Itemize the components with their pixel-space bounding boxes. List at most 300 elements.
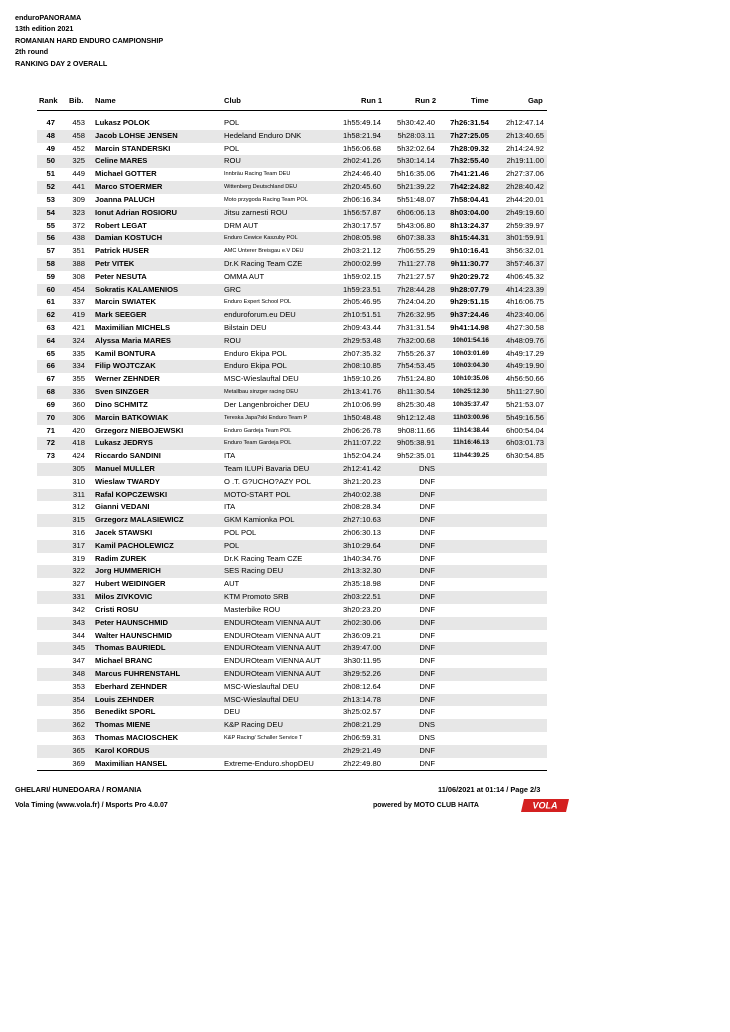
- cell-rank: 56: [46, 233, 55, 243]
- cell-run2: 7h55:26.37: [396, 348, 435, 358]
- cell-time: 8h13:24.37: [450, 220, 489, 230]
- cell-rank: 70: [46, 412, 55, 422]
- cell-run1: 2h06:16.34: [342, 194, 381, 204]
- cell-rank: 49: [46, 143, 55, 153]
- cell-time: 10h25:12.30: [452, 388, 489, 396]
- table-row: [37, 143, 547, 156]
- cell-run2: DNF: [419, 528, 435, 537]
- cell-name: Petr VITEK: [95, 258, 135, 268]
- cell-rank: 63: [46, 323, 55, 332]
- cell-bib: 306: [72, 412, 85, 422]
- cell-run1: 2h07:35.32: [342, 348, 381, 358]
- cell-rank: 59: [46, 271, 55, 281]
- cell-bib: 452: [72, 143, 85, 153]
- footer-location: GHELARI/ HUNEDOARA / ROMANIA: [15, 785, 142, 794]
- cell-rank: 68: [46, 387, 55, 397]
- cell-run1: 2h30:17.57: [342, 220, 381, 230]
- cell-run1: 3h25:02.57: [342, 707, 381, 717]
- cell-run1: 2h11:07.22: [343, 438, 381, 448]
- cell-run2: DNF: [419, 617, 435, 627]
- cell-run2: 7h06:55.29: [396, 246, 435, 256]
- cell-bib: 362: [72, 720, 85, 730]
- cell-run2: DNF: [419, 515, 435, 525]
- cell-bib: 342: [72, 604, 85, 614]
- footer-powered-by: powered by MOTO CLUB HAITA: [373, 802, 479, 809]
- cell-bib: 315: [72, 515, 85, 525]
- cell-name: Cristi ROSU: [95, 604, 139, 614]
- cell-bib: 418: [72, 438, 85, 448]
- cell-run2: 5h51:48.07: [396, 194, 435, 204]
- cell-rank: 51: [46, 169, 55, 179]
- cell-time: 9h28:07.79: [450, 284, 489, 294]
- cell-run1: 2h08:28.34: [342, 502, 381, 512]
- cell-club: MOTO-START POL: [224, 489, 291, 499]
- cell-run2: DNF: [419, 553, 435, 563]
- cell-run2: 9h05:38.91: [396, 438, 435, 448]
- cell-name: Eberhard ZEHNDER: [95, 681, 168, 691]
- cell-gap: 6h30:54.85: [505, 451, 544, 461]
- cell-run2: 7h26:32.95: [396, 310, 435, 320]
- cell-gap: 2h44:20.01: [505, 194, 544, 204]
- cell-club: Enduro Gardeja Team POL: [224, 427, 292, 434]
- table-row: [37, 694, 547, 707]
- cell-club: ROU: [224, 335, 241, 345]
- cell-club: Tereska Japa?ski Enduro Team P: [224, 414, 308, 421]
- cell-bib: 365: [72, 745, 85, 755]
- table-row: [37, 220, 547, 233]
- cell-run2: 9h52:35.01: [396, 451, 435, 461]
- table-row: [37, 745, 547, 758]
- table-row: [37, 412, 547, 425]
- cell-time: 7h58:04.41: [450, 194, 489, 204]
- cell-name: Celine MARES: [95, 156, 148, 166]
- cell-gap: 4h23:40.06: [505, 310, 544, 320]
- table-row: [37, 591, 547, 604]
- table-row: [37, 117, 547, 130]
- cell-club: Innbräu Racing Team DEU: [224, 171, 291, 178]
- cell-bib: 388: [72, 258, 85, 268]
- cell-run1: 2h22:49.80: [342, 758, 381, 768]
- cell-gap: 4h49:19.90: [505, 361, 544, 371]
- cell-name: Marcin SWIATEK: [95, 297, 157, 307]
- table-row: [37, 348, 547, 361]
- cell-bib: 369: [72, 758, 85, 768]
- cell-run2: 9h08:11.66: [397, 425, 435, 435]
- cell-club: O .T. G?UCHO?AZY POL: [224, 476, 311, 486]
- cell-club: DRM AUT: [224, 220, 259, 230]
- cell-run1: 1h59:02.15: [342, 271, 381, 281]
- table-row: [37, 476, 547, 489]
- table-row: [37, 719, 547, 732]
- cell-bib: 317: [72, 540, 85, 550]
- cell-run2: 8h11:30.54: [397, 387, 435, 397]
- cell-name: Maximilian MICHELS: [95, 323, 171, 332]
- cell-club: Extreme-Enduro.shopDEU: [224, 758, 314, 768]
- cell-name: Marcin BATKOWIAK: [95, 412, 169, 422]
- cell-name: Ionut Adrian ROSIORU: [95, 207, 177, 217]
- cell-bib: 353: [72, 681, 85, 691]
- cell-run1: 2h29:21.49: [342, 745, 381, 755]
- cell-run2: 5h28:03.11: [397, 130, 435, 140]
- table-row: [37, 527, 547, 540]
- cell-time: 9h11:30.77: [450, 258, 489, 268]
- cell-rank: 73: [46, 451, 55, 461]
- cell-time: 9h37:24.46: [450, 310, 489, 320]
- col-gap-header: Gap: [528, 96, 543, 105]
- cell-run1: 1h56:57.87: [342, 207, 381, 217]
- cell-run2: 5h30:14.14: [396, 156, 435, 166]
- cell-rank: 52: [46, 182, 55, 192]
- cell-run1: 2h02:30.06: [342, 617, 381, 627]
- col-time-header: Time: [471, 96, 489, 105]
- cell-run1: 1h59:10.26: [342, 374, 381, 384]
- table-row: [37, 271, 547, 284]
- cell-run2: DNF: [419, 707, 435, 717]
- cell-run2: 7h32:00.68: [396, 335, 435, 345]
- cell-club: ENDUROteam VIENNA AUT: [224, 656, 321, 666]
- cell-club: Hedeland Enduro DNK: [224, 130, 302, 140]
- cell-name: Louis ZEHNDER: [95, 694, 155, 704]
- table-row: [37, 207, 547, 220]
- table-row: [37, 181, 547, 194]
- cell-club: POL: [224, 118, 240, 127]
- cell-name: Riccardo SANDINI: [95, 451, 161, 461]
- table-bottom-divider: [37, 770, 547, 771]
- table-row: [37, 194, 547, 207]
- cell-club: MSC-Wieslauftal DEU: [224, 374, 299, 384]
- table-row: [37, 373, 547, 386]
- cell-bib: 336: [72, 387, 85, 397]
- table-row: [37, 130, 547, 143]
- cell-club: DEU: [224, 707, 241, 717]
- cell-club: GKM Kamionka POL: [224, 515, 295, 525]
- cell-name: Marcus FUHRENSTAHL: [95, 668, 181, 678]
- cell-run2: DNF: [419, 758, 435, 768]
- cell-gap: 2h49:19.60: [505, 207, 544, 217]
- table-row: [37, 245, 547, 258]
- cell-run1: 2h27:10.63: [342, 515, 381, 525]
- ranking-title: RANKING DAY 2 OVERALL: [15, 58, 108, 68]
- cell-club: POL: [224, 540, 240, 550]
- cell-run2: DNF: [419, 643, 435, 653]
- cell-club: AMC Unterer Breisgau e.V DEU: [224, 248, 304, 255]
- cell-run2: 8h25:30.48: [396, 399, 435, 409]
- cell-bib: 354: [72, 694, 85, 704]
- cell-run1: 2h10:51.51: [342, 310, 381, 320]
- cell-run1: 1h52:04.24: [342, 451, 381, 461]
- cell-rank: 64: [46, 335, 55, 345]
- cell-club: ITA: [224, 451, 236, 461]
- cell-run2: DNF: [419, 745, 435, 755]
- table-row: [37, 578, 547, 591]
- cell-club: ROU: [224, 156, 241, 166]
- cell-time: 11h03:00.96: [453, 413, 489, 421]
- table-row: [37, 450, 547, 463]
- footer-software: Vola Timing (www.vola.fr) / Msports Pro 4.0.07: [15, 802, 168, 809]
- table-row: [37, 335, 547, 348]
- cell-bib: 316: [72, 528, 85, 537]
- cell-run1: 2h06:26.78: [342, 425, 381, 435]
- cell-club: Dr.K Racing Team CZE: [224, 553, 303, 563]
- cell-rank: 50: [46, 156, 55, 166]
- cell-rank: 54: [46, 207, 55, 217]
- cell-run2: 7h24:04.20: [396, 297, 435, 307]
- cell-run1: 1h50:48.48: [342, 412, 381, 422]
- cell-name: Kamil PACHOLEWICZ: [95, 540, 174, 550]
- cell-rank: 48: [46, 130, 55, 140]
- cell-run1: 2h00:02.99: [342, 258, 381, 268]
- cell-time: 10h01:54.16: [452, 336, 489, 344]
- cell-time: 11h14:38.44: [453, 426, 489, 434]
- cell-gap: 2h59:39.97: [505, 220, 544, 230]
- cell-gap: 4h27:30.58: [505, 323, 544, 332]
- cell-time: 7h27:25.05: [450, 130, 489, 140]
- table-row: [37, 540, 547, 553]
- cell-club: ENDUROteam VIENNA AUT: [224, 630, 321, 640]
- cell-run2: 7h11:27.78: [397, 258, 435, 268]
- cell-run1: 3h20:23.20: [342, 604, 381, 614]
- cell-time: 7h28:09.32: [450, 143, 489, 153]
- cell-club: ENDUROteam VIENNA AUT: [224, 668, 321, 678]
- vola-logo: [521, 799, 569, 812]
- cell-run1: 2h08:10.85: [342, 361, 381, 371]
- col-bib-header: Bib.: [69, 96, 84, 105]
- cell-rank: 65: [46, 348, 55, 358]
- cell-run1: 2h39:47.00: [342, 643, 381, 653]
- cell-rank: 62: [46, 310, 55, 320]
- cell-rank: 61: [46, 297, 55, 307]
- cell-run2: 6h06:06.13: [396, 207, 435, 217]
- col-club-header: Club: [224, 96, 241, 105]
- cell-run1: 2h40:02.38: [342, 489, 381, 499]
- cell-rank: 66: [46, 361, 55, 371]
- cell-bib: 356: [72, 707, 85, 717]
- cell-run2: DNF: [419, 579, 435, 589]
- cell-name: Filip WOJTCZAK: [95, 361, 156, 371]
- cell-run2: DNF: [419, 656, 435, 666]
- cell-time: 11h16:46.13: [453, 439, 489, 447]
- cell-club: MSC-Wieslauftal DEU: [224, 694, 299, 704]
- cell-run1: 2h08:05.98: [342, 233, 381, 243]
- cell-name: Kamil BONTURA: [95, 348, 156, 358]
- cell-gap: 4h14:23.39: [505, 284, 544, 294]
- cell-bib: 308: [72, 271, 85, 281]
- cell-name: Mark SEEGER: [95, 310, 147, 320]
- table-row: [37, 655, 547, 668]
- cell-club: ITA: [224, 502, 236, 512]
- cell-bib: 344: [72, 630, 85, 640]
- cell-gap: 3h56:32.01: [505, 246, 544, 256]
- cell-run2: DNF: [419, 592, 435, 602]
- cell-club: Bilstain DEU: [224, 323, 267, 332]
- cell-bib: 334: [72, 361, 85, 371]
- cell-name: Hubert WEIDINGER: [95, 579, 166, 589]
- col-rank-header: Rank: [39, 96, 58, 105]
- cell-rank: 69: [46, 399, 55, 409]
- cell-bib: 372: [72, 220, 85, 230]
- cell-gap: 4h49:17.29: [505, 348, 544, 358]
- cell-name: Grzegorz MALASIEWICZ: [95, 515, 184, 525]
- cell-run1: 2h20:45.60: [342, 182, 381, 192]
- table-row: [37, 681, 547, 694]
- cell-bib: 331: [72, 592, 85, 602]
- table-row: [37, 284, 547, 297]
- cell-name: Dino SCHMITZ: [95, 399, 148, 409]
- cell-run1: 2h06:59.31: [342, 733, 381, 742]
- cell-bib: 312: [72, 502, 85, 512]
- cell-name: Milos ZIVKOVIC: [95, 592, 153, 602]
- cell-bib: 355: [72, 374, 85, 384]
- cell-bib: 343: [72, 617, 85, 627]
- cell-bib: 348: [72, 668, 85, 678]
- cell-run1: 2h35:18.98: [342, 579, 381, 589]
- cell-run2: 9h12:12.48: [396, 412, 435, 422]
- cell-gap: 2h19:11.00: [506, 156, 544, 166]
- table-row: [37, 501, 547, 514]
- cell-club: Enduro Expert School POL: [224, 299, 292, 306]
- cell-gap: 2h13:40.65: [505, 130, 544, 140]
- cell-bib: 419: [72, 310, 85, 320]
- header-divider: [37, 110, 547, 111]
- table-row: [37, 630, 547, 643]
- cell-run1: 3h29:52.26: [342, 668, 381, 678]
- cell-run2: DNF: [419, 566, 435, 576]
- table-row: [37, 360, 547, 373]
- cell-club: Moto przygoda Racing Team POL: [224, 196, 308, 203]
- col-run2-header: Run 2: [415, 96, 437, 105]
- cell-rank: 72: [46, 438, 55, 448]
- cell-run2: 7h21:27.57: [396, 271, 435, 281]
- cell-run2: DNF: [419, 681, 435, 691]
- table-row: [37, 232, 547, 245]
- cell-bib: 347: [72, 656, 85, 666]
- table-row: [37, 553, 547, 566]
- cell-time: 7h32:55.40: [450, 156, 489, 166]
- cell-bib: 421: [72, 323, 85, 332]
- ranking-table: [37, 117, 547, 770]
- cell-rank: 47: [46, 118, 55, 127]
- cell-name: Lukasz JEDRYS: [95, 438, 153, 448]
- cell-run1: 2h13:41.76: [342, 387, 381, 397]
- championship-name: ROMANIAN HARD ENDURO CAMPIONSHIP: [15, 35, 164, 45]
- cell-time: 10h35:37.47: [452, 400, 489, 408]
- table-row: [37, 706, 547, 719]
- cell-name: Alyssa Maria MARES: [95, 335, 171, 345]
- cell-run1: 3h10:29.64: [342, 540, 381, 550]
- cell-bib: 441: [72, 182, 85, 192]
- cell-run2: DNF: [419, 630, 435, 640]
- table-row: [37, 168, 547, 181]
- cell-gap: 6h00:54.04: [505, 425, 544, 435]
- edition: 13th edition 2021: [15, 24, 74, 34]
- table-row: [37, 463, 547, 476]
- cell-gap: 5h49:16.56: [505, 412, 544, 422]
- cell-run2: 7h54:53.45: [396, 361, 435, 371]
- cell-run1: 2h02:41.26: [342, 156, 381, 166]
- cell-rank: 67: [46, 374, 55, 384]
- table-row: [37, 668, 547, 681]
- cell-bib: 454: [72, 284, 85, 294]
- cell-time: 9h10:16.41: [450, 246, 489, 256]
- cell-club: OMMA AUT: [224, 271, 265, 281]
- cell-club: POL: [224, 143, 240, 153]
- cell-name: Marcin STANDERSKI: [95, 143, 171, 153]
- cell-club: K&P Racing DEU: [224, 720, 283, 730]
- cell-name: Jacob LOHSE JENSEN: [95, 130, 178, 140]
- cell-name: Peter HAUNSCHMID: [95, 617, 168, 627]
- cell-bib: 319: [72, 553, 85, 563]
- cell-rank: 71: [46, 425, 55, 435]
- table-row: [37, 565, 547, 578]
- cell-name: Lukasz POLOK: [95, 118, 150, 127]
- cell-bib: 323: [72, 207, 85, 217]
- cell-club: SES Racing DEU: [224, 566, 284, 576]
- cell-bib: 325: [72, 156, 85, 166]
- cell-club: Der Langenbroicher DEU: [224, 399, 310, 409]
- table-row: [37, 437, 547, 450]
- cell-time: 9h29:51.15: [450, 297, 489, 307]
- cell-bib: 351: [72, 246, 85, 256]
- table-row: [37, 386, 547, 399]
- cell-run1: 2h03:21.12: [342, 246, 381, 256]
- cell-bib: 309: [72, 194, 85, 204]
- table-row: [37, 309, 547, 322]
- cell-time: 7h26:31.54: [450, 118, 489, 127]
- cell-run2: DNF: [419, 604, 435, 614]
- cell-time: 11h44:39.25: [453, 452, 489, 460]
- cell-run2: 7h31:31.54: [396, 323, 435, 332]
- table-row: [37, 322, 547, 335]
- cell-club: POL POL: [224, 528, 257, 537]
- cell-run1: 2h05:46.95: [342, 297, 381, 307]
- cell-name: Thomas BAURIEDL: [95, 643, 166, 653]
- cell-name: Grzegorz NIEBOJEWSKI: [95, 425, 184, 435]
- cell-run1: 1h40:34.76: [342, 553, 381, 563]
- table-row: [37, 399, 547, 412]
- table-row: [37, 489, 547, 502]
- cell-run2: 7h28:44.28: [396, 284, 435, 294]
- cell-gap: 4h48:09.76: [505, 335, 544, 345]
- cell-name: Patrick HUSER: [95, 246, 150, 256]
- event-name: enduroPANORAMA: [15, 13, 82, 22]
- cell-name: Damian KOSTUCH: [95, 233, 163, 243]
- table-row: [37, 604, 547, 617]
- cell-bib: 327: [72, 579, 85, 589]
- cell-gap: 2h14:24.92: [505, 143, 544, 153]
- cell-bib: 449: [72, 169, 85, 179]
- cell-gap: 2h28:40.42: [505, 182, 544, 192]
- cell-name: Werner ZEHNDER: [95, 374, 160, 384]
- cell-name: Radim ZUREK: [95, 553, 147, 563]
- cell-run1: 2h06:30.13: [342, 528, 381, 537]
- cell-run2: DNS: [418, 463, 435, 473]
- cell-bib: 458: [72, 130, 85, 140]
- cell-club: KTM Promoto SRB: [224, 592, 289, 602]
- cell-name: Jorg HUMMERICH: [95, 566, 161, 576]
- cell-name: Michael BRANC: [95, 656, 153, 666]
- cell-run2: 5h43:06.80: [396, 220, 435, 230]
- cell-run1: 2h29:53.48: [342, 335, 381, 345]
- vola-logo-text: VOLA: [532, 800, 558, 811]
- cell-name: Marco STOERMER: [95, 182, 163, 192]
- cell-bib: 345: [72, 643, 85, 653]
- table-row: [37, 155, 547, 168]
- cell-name: Walter HAUNSCHMID: [95, 630, 172, 640]
- cell-run2: 5h32:02.64: [396, 143, 435, 153]
- cell-run1: 2h08:21.29: [342, 720, 381, 730]
- cell-run2: 5h16:35.06: [396, 169, 435, 179]
- cell-name: Gianni VEDANI: [95, 502, 150, 512]
